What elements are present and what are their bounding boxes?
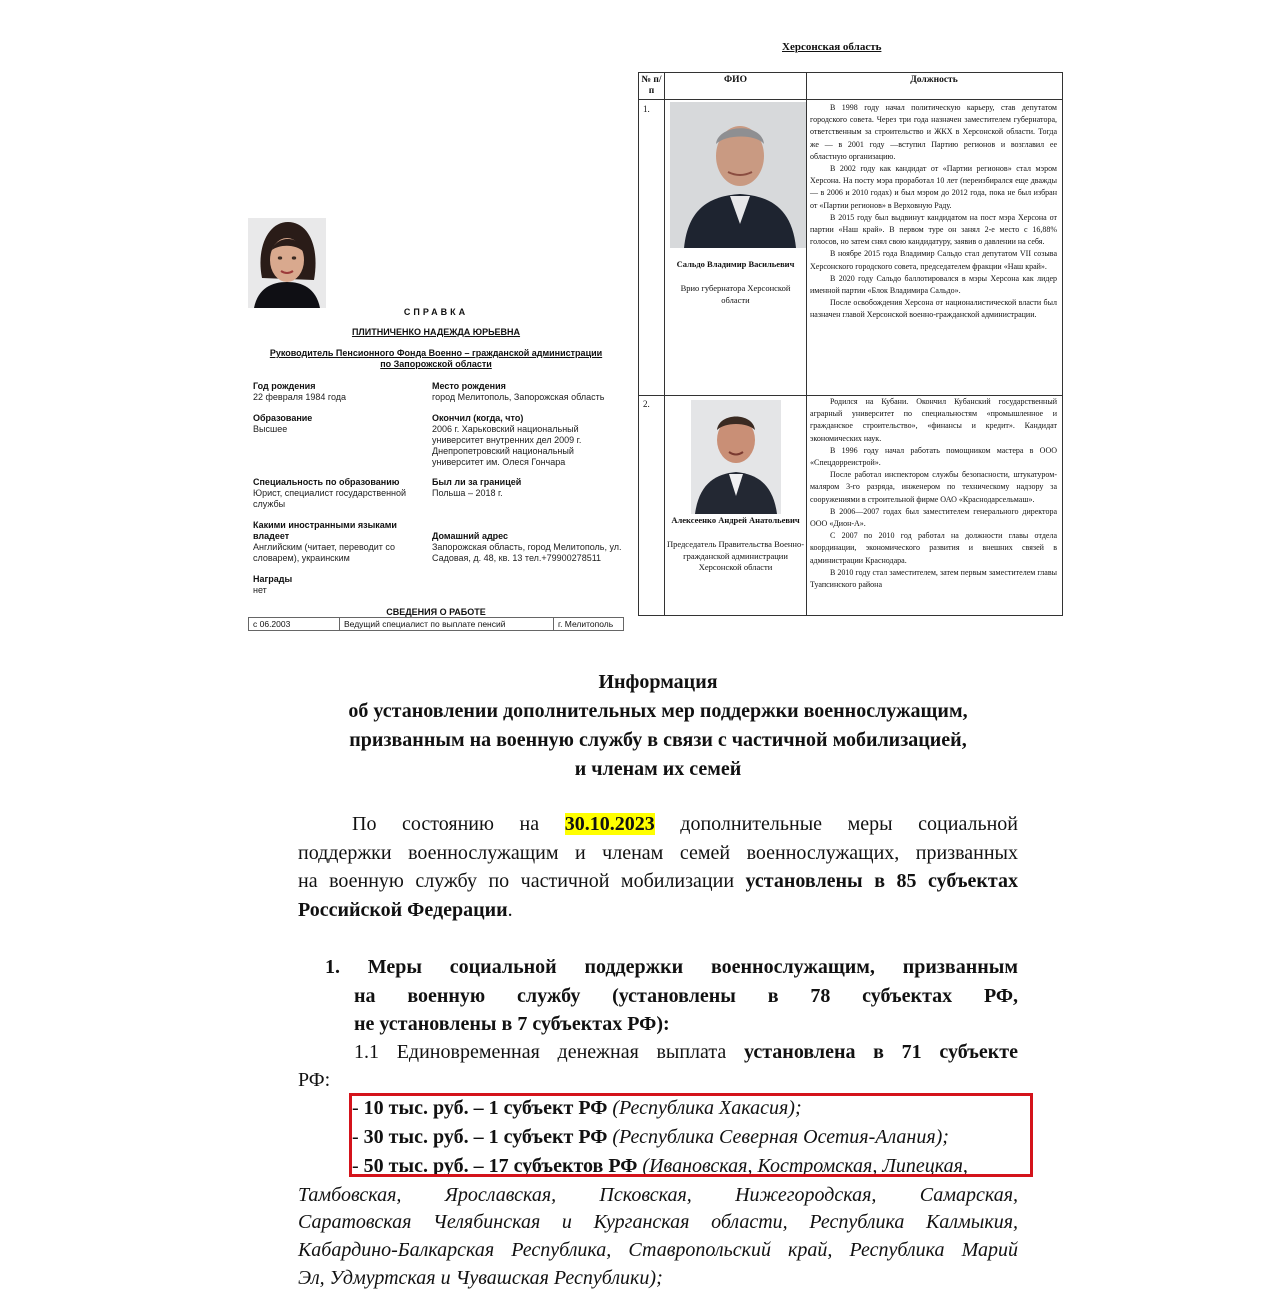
official-name: [666, 259, 805, 271]
work-position: Ведущий специалист по выплате пенсий: [340, 618, 554, 630]
row-divider: [639, 99, 1062, 100]
bio-paragraph: В 2020 году Сальдо баллотировался в мэры Херсона как лидер именной партии «Блок Владимира Сальдо».: [810, 273, 1057, 296]
portrait-photo-saldo: [670, 102, 806, 248]
section-heading: [325, 953, 1018, 981]
bio-paragraph: В 2002 году как кандидат от «Партии регионов» стал мэром Херсона. На посту мэра проработал 10 лет (переизбирался еще дважды — в 2006 и 2010 годах) и был мэром до 2012 года, пока не был избран от «Партии регионов» в Верховную Раду.: [810, 164, 1057, 210]
bold-span: 1. Меры социальной поддержки военнослужащим, призванным: [325, 956, 1018, 978]
field-label: Был ли за границей: [432, 477, 522, 487]
bio-paragraph: С 2007 по 2010 год работал на должности главы отдела координации, экономического развития и внешних связей в администрации Краснодара.: [810, 531, 1057, 565]
bullet-item: - 10 тыс. руб. – 1 субъект РФ (Республика Хакасия);: [352, 1097, 802, 1119]
highlight-box: [349, 1093, 1033, 1177]
field-birth-year: [253, 381, 431, 403]
italic-line: Эл, Удмуртская и Чувашская Республики);: [298, 1267, 663, 1289]
field-awards: [253, 574, 431, 596]
person-region: по Запорожской области: [380, 359, 492, 369]
bullet-item: - 30 тыс. руб. – 1 субъект РФ (Республика Северная Осетия-Алания);: [352, 1126, 949, 1148]
field-label: Какими иностранными языками владеет: [253, 520, 397, 541]
bio-paragraph: В 2010 году стал заместителем, затем первым заместителем главы Туапсинского района: [810, 567, 1057, 590]
row-number: 2.: [643, 399, 650, 409]
subsection-line: [354, 1038, 1018, 1066]
official-role: Председатель Правительства Военно-гражданской администрации Херсонской области: [666, 539, 805, 572]
bold-span: не установлены в 7 субъектах РФ):: [354, 1013, 670, 1035]
person-name: ПЛИТНИЧЕНКО НАДЕЖДА ЮРЬЕВНА: [351, 327, 521, 337]
column-divider: [664, 73, 665, 615]
text-span: По состоянию на: [352, 813, 540, 835]
document-heading: Информация: [598, 671, 718, 693]
official-bio: [810, 396, 1057, 614]
bold-span: 10 тыс. руб. – 1 субъект РФ: [363, 1097, 608, 1119]
document-heading: и членам их семей: [574, 758, 742, 780]
bold-span: установлены в 85 субъектах: [745, 870, 1018, 892]
work-section-title: СВЕДЕНИЯ О РАБОТЕ: [386, 607, 486, 617]
officials-table: [638, 72, 1063, 616]
bio-paragraph: В 1998 году начал политическую карьеру, став депутатом городского совета. Через три года назначен заместителем губернатора, ответственным за строительство и ЖКХ в Херсонской области. Тогда же — в 2001 году —вступил Партию регионов и возглавил ее областную организацию.: [810, 103, 1057, 161]
portrait-photo-woman: [248, 218, 326, 308]
paragraph-line: поддержки военнослужащим и членам семей военнослужащих, призванных: [298, 842, 1018, 864]
portrait-photo-alekseenko: [691, 400, 781, 514]
field-label: Специальность по образованию: [253, 477, 400, 487]
work-place: г. Мелитополь: [558, 619, 614, 629]
text-span: .: [507, 899, 513, 921]
field-value: нет: [253, 585, 267, 595]
header-position: Должность: [910, 75, 958, 85]
paragraph-line: [352, 810, 1018, 838]
header-name: ФИО: [724, 75, 747, 85]
section-heading: [354, 982, 1018, 1010]
italic-span: (Республика Северная Осетия-Алания);: [612, 1126, 949, 1148]
field-label: Окончил (когда, что): [432, 413, 524, 423]
bio-paragraph: После работал инспектором службы безопасности, штукатуром-маляром 3-го разряда, инженером по техническому надзору за сооружениями в строительной фирме ОАО «Краснодарсельмаш».: [810, 470, 1057, 504]
header-number: № п/п: [641, 75, 662, 96]
section-heading: [354, 1010, 1074, 1038]
field-languages: [253, 520, 413, 564]
field-label: Домашний адрес: [432, 531, 509, 541]
official-bio: [810, 102, 1057, 322]
field-education: [253, 413, 431, 435]
bullet-item: - 50 тыс. руб. – 17 субъектов РФ (Ивановская, Костромская, Липецкая,: [352, 1155, 968, 1177]
field-graduated: [432, 413, 618, 468]
subsection-line: РФ:: [298, 1069, 331, 1091]
person-position: Руководитель Пенсионного Фонда Военно – гражданской администрации: [269, 348, 603, 358]
bold-span: 50 тыс. руб. – 17 субъектов РФ: [363, 1155, 638, 1177]
highlighted-date: 30.10.2023: [564, 813, 655, 835]
paragraph-line: [298, 896, 1018, 924]
work-period: с 06.2003: [249, 618, 340, 630]
italic-span: (Ивановская, Костромская, Липецкая,: [642, 1155, 968, 1177]
field-value: город Мелитополь, Запорожская область: [432, 392, 605, 402]
spravka-title: СПРАВКА: [403, 307, 469, 317]
field-value: 2006 г. Харьковский национальный университет внутренних дел 2009 г. Днепропетровский национальный университет им. Олеся Гончара: [432, 424, 582, 467]
field-value: Английским (читает, переводит со словарем), украинским: [253, 542, 395, 563]
bio-paragraph: Родился на Кубани. Окончил Кубанский государственный аграрный университет по специальностям «промышленное и гражданское строительство», «финансы и кредит». Кандидат экономических наук.: [810, 397, 1057, 443]
row-number: 1.: [643, 104, 650, 114]
official-name: [666, 515, 805, 527]
bold-span: 30 тыс. руб. – 1 субъект РФ: [363, 1126, 608, 1148]
region-title: Херсонская область: [782, 41, 882, 53]
field-value: 22 февраля 1984 года: [253, 392, 347, 402]
field-speciality: [253, 477, 423, 510]
bold-span: Российской Федерации: [298, 899, 508, 921]
field-value: Юрист, специалист государственной службы: [253, 488, 407, 509]
official-name-text: Сальдо Владимир Васильевич: [676, 259, 795, 269]
field-address: [432, 531, 622, 564]
field-label: Год рождения: [253, 381, 316, 391]
italic-span: (Республика Хакасия);: [612, 1097, 802, 1119]
field-abroad: [432, 477, 610, 499]
bold-span: на военную службу (установлены в 78 субъектах РФ,: [354, 985, 1018, 1007]
field-label: Награды: [253, 574, 293, 584]
italic-line: Тамбовская, Ярославская, Псковская, Нижегородская, Самарская,: [298, 1184, 1018, 1206]
official-name-text: Алексеенко Андрей Анатольевич: [671, 515, 800, 525]
document-heading: призванным на военную службу в связи с частичной мобилизацией,: [349, 729, 967, 751]
text-span: на военную службу по частичной мобилизации: [298, 870, 735, 892]
field-value: Запорожская область, город Мелитополь, ул. Садовая, д. 48, кв. 13 тел.+79900278511: [432, 542, 622, 563]
field-value: Высшее: [253, 424, 288, 434]
bio-paragraph: В 1996 году начал работать помощником мастера в ООО «Спецдорреистрой».: [810, 445, 1057, 468]
official-role: Врио губернатора Херсонской области: [680, 283, 791, 305]
italic-line: Кабардино-Балкарская Республика, Ставропольский край, Республика Марий: [298, 1239, 1018, 1261]
italic-line: Саратовская Челябинская и Курганская области, Республика Калмыкия,: [298, 1211, 1018, 1233]
text-span: 1.1 Единовременная денежная выплата: [354, 1041, 727, 1063]
bold-span: установлена в 71 субъекте: [743, 1041, 1018, 1063]
column-divider: [806, 73, 807, 615]
paragraph-line: [298, 867, 1018, 895]
field-birth-place: [432, 381, 610, 403]
bio-paragraph: В 2015 году был выдвинут кандидатом на пост мэра Херсона от партии «Наш край». В первом туре он занял 2-е место с 16,88% голосов, но затем снял свою кандидатуру, заявив о давлении на себя.: [810, 212, 1057, 247]
field-label: Образование: [253, 413, 313, 423]
work-table-row: [248, 617, 624, 631]
document-heading: об установлении дополнительных мер поддержки военнослужащим,: [348, 700, 968, 722]
field-label: Место рождения: [432, 381, 506, 391]
bio-paragraph: После освобождения Херсона от националистической власти был назначен главой Херсонской военно-гражданской администрации.: [810, 298, 1057, 320]
text-span: дополнительные меры социальной: [680, 813, 1019, 835]
spravka-card: [248, 215, 628, 635]
field-value: Польша – 2018 г.: [432, 488, 503, 498]
bio-paragraph: В ноябре 2015 года Владимир Сальдо стал депутатом VII созыва Херсонского городского совета, председателем фракции «Наш край».: [810, 249, 1057, 271]
bio-paragraph: В 2006—2007 годах был заместителем генерального директора ООО «Дион-А».: [810, 506, 1057, 529]
